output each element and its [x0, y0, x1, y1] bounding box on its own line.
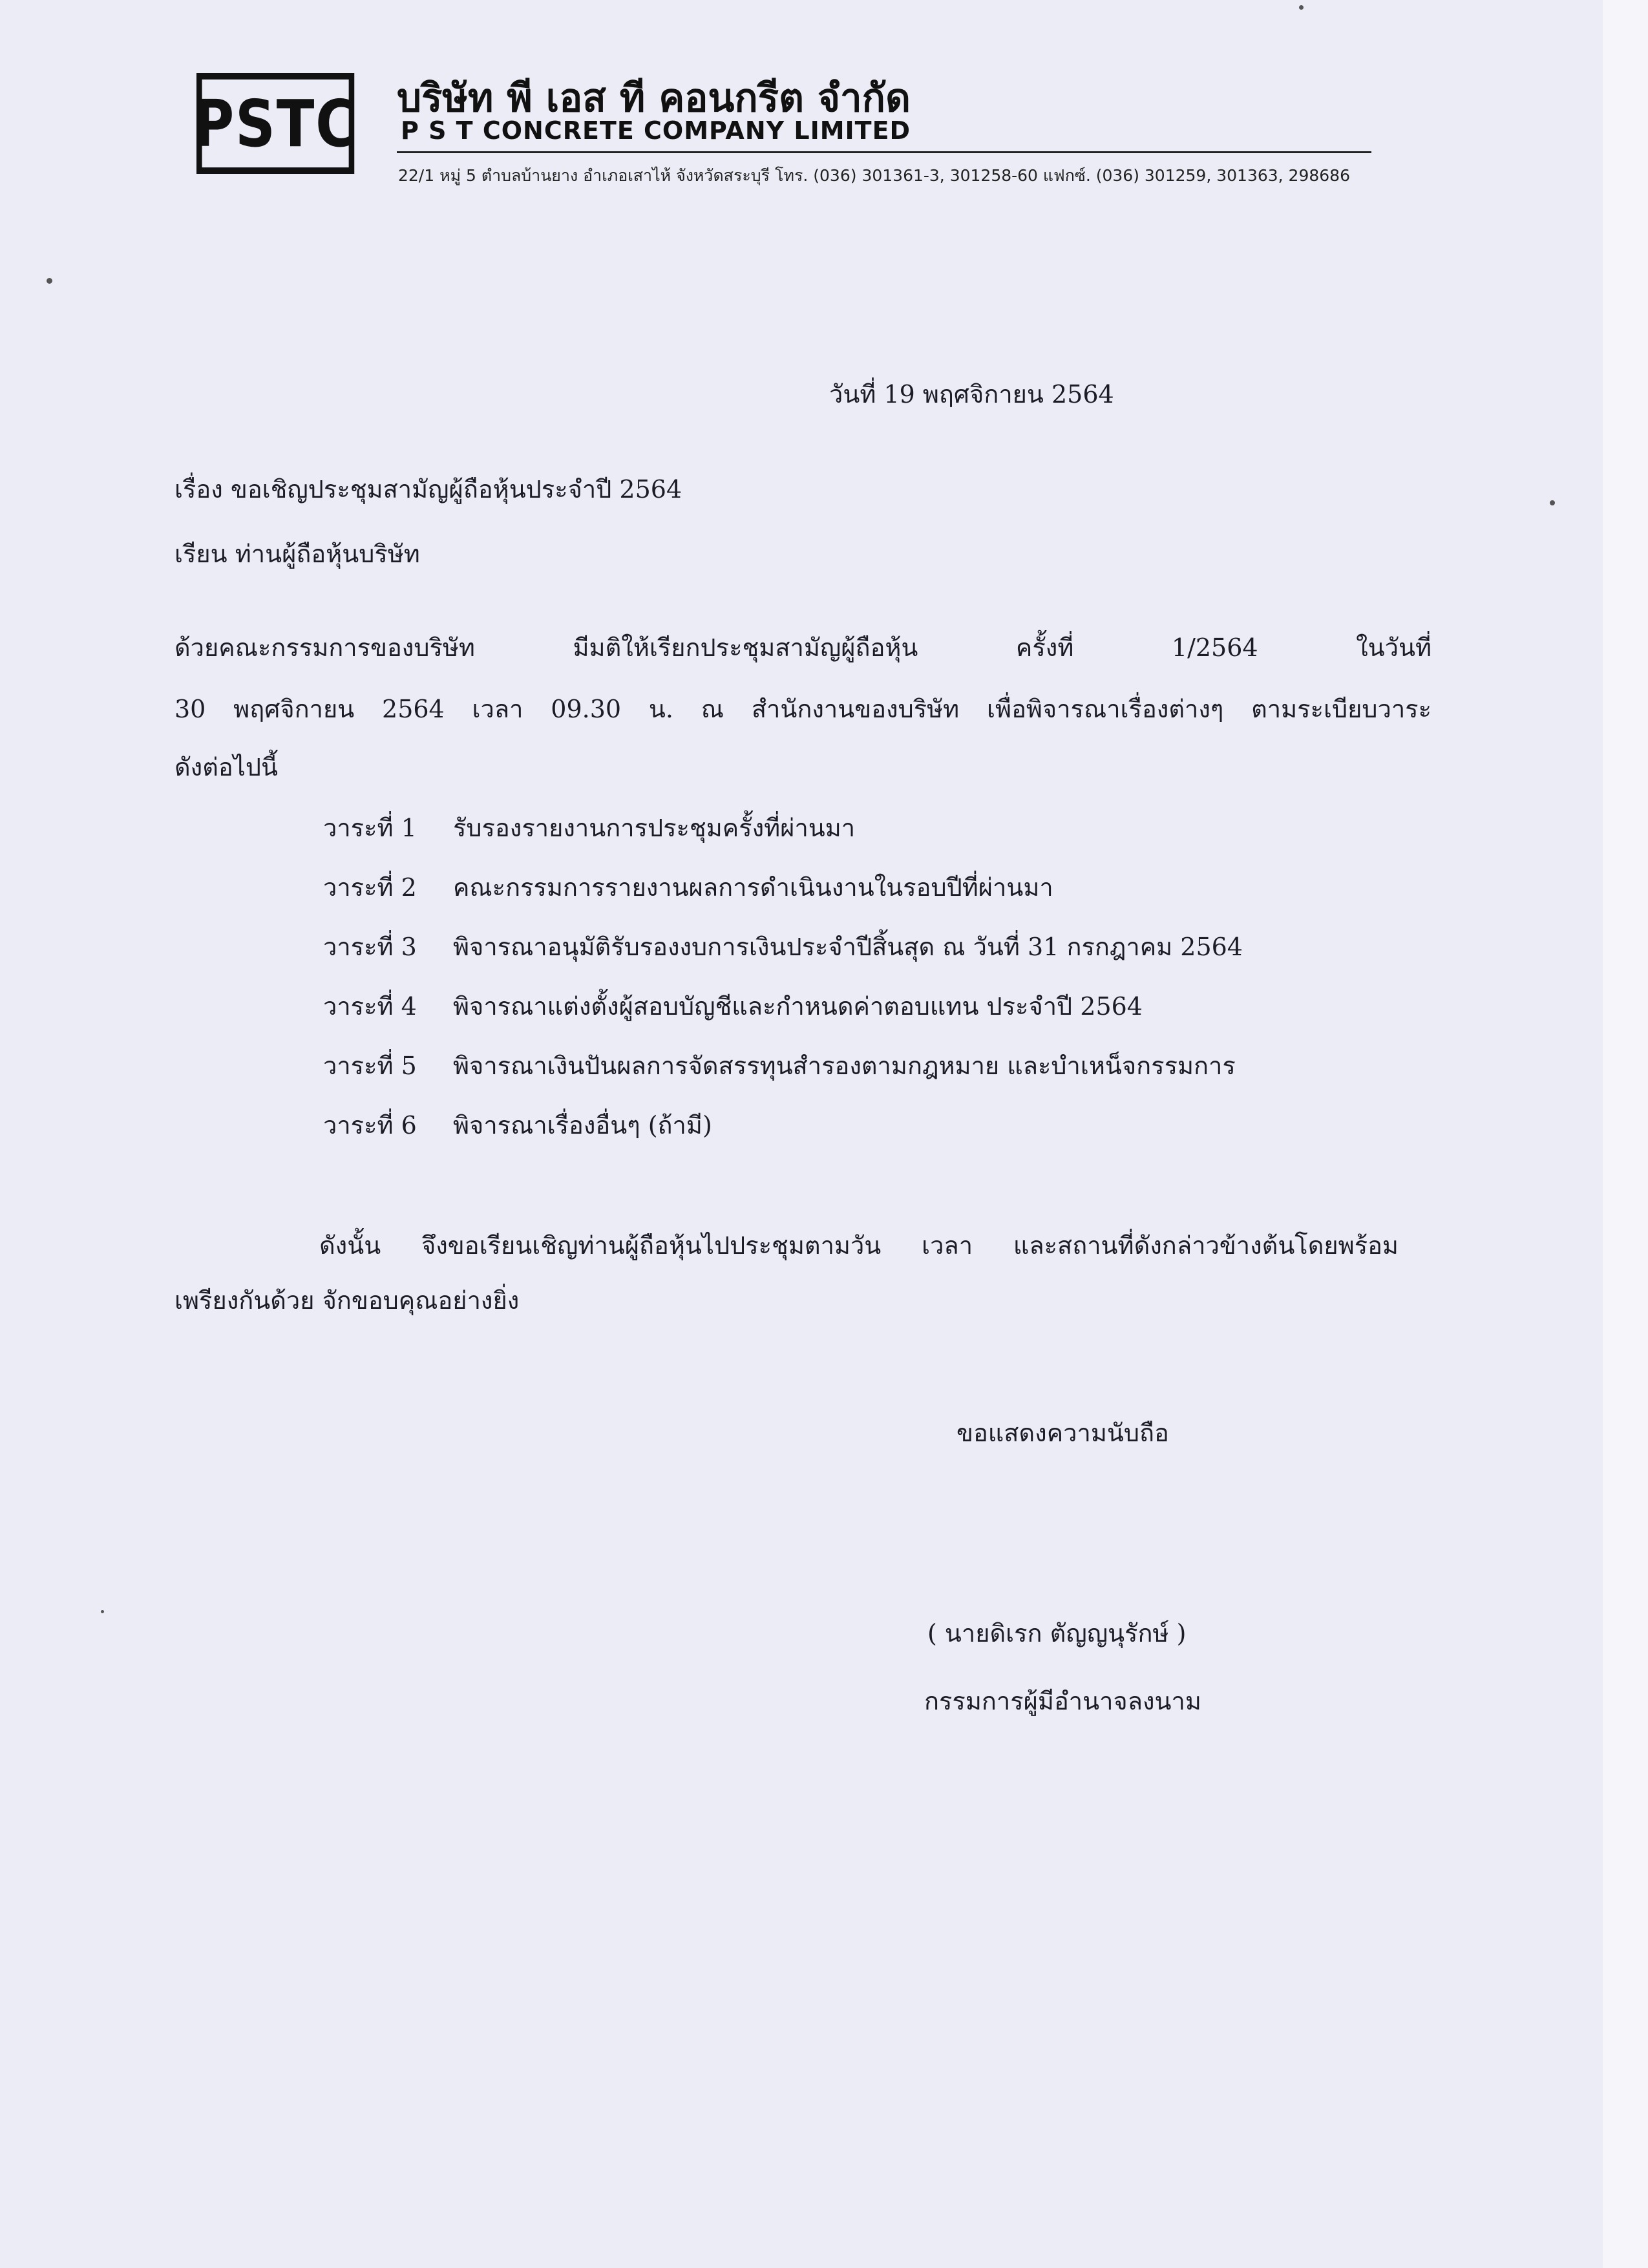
company-address: 22/1 หมู่ 5 ตำบลบ้านยาง อำเภอเสาไห้ จังหวัดสระบุรี โทร. (036) 301361-3, 301258-60 แฟกซ์. (036) 301259, 301363, 298686 — [398, 166, 1350, 185]
agenda-number: วาระที่ 2 — [323, 873, 417, 902]
agenda-text: คณะกรรมการรายงานผลการดำเนินงานในรอบปีที่ผ่านมา — [453, 873, 1053, 902]
scan-speck — [101, 1610, 104, 1613]
paragraph-1-line-3: ดังต่อไปนี้ — [174, 753, 278, 781]
paragraph-1-line-2: 30 พฤศจิกายน 2564 เวลา 09.30 น. ณ สำนักงานของบริษัท เพื่อพิจารณาเรื่องต่างๆ ตามระเบียบวาระ — [174, 695, 1431, 723]
agenda-text: รับรองรายงานการประชุมครั้งที่ผ่านมา — [453, 814, 856, 842]
letter-recipient: เรียน ท่านผู้ถือหุ้นบริษัท — [174, 540, 420, 568]
signer-title: กรรมการผู้มีอำนาจลงนาม — [924, 1687, 1201, 1715]
agenda-text: พิจารณาเงินปันผลการจัดสรรทุนสำรองตามกฎหมาย และบำเหน็จกรรมการ — [453, 1052, 1236, 1080]
closing-salutation: ขอแสดงความนับถือ — [956, 1419, 1169, 1447]
agenda-number: วาระที่ 3 — [323, 933, 417, 961]
agenda-text: พิจารณาแต่งตั้งผู้สอบบัญชีและกำหนดค่าตอบแทน ประจำปี 2564 — [453, 992, 1143, 1021]
letter-date: วันที่ 19 พฤศจิกายน 2564 — [829, 380, 1114, 408]
agenda-text: พิจารณาเรื่องอื่นๆ (ถ้ามี) — [453, 1111, 712, 1139]
paragraph-2-line-1: ดังนั้น จึงขอเรียนเชิญท่านผู้ถือหุ้นไปประชุมตามวัน เวลา และสถานที่ดังกล่าวข้างต้นโดยพร้อม — [319, 1231, 1399, 1260]
agenda-text: พิจารณาอนุมัติรับรองงบการเงินประจำปีสิ้นสุด ณ วันที่ 31 กรกฎาคม 2564 — [453, 933, 1243, 961]
signer-name: ( นายดิเรก ตัญญนุรักษ์ ) — [927, 1619, 1187, 1648]
letter-subject: เรื่อง ขอเชิญประชุมสามัญผู้ถือหุ้นประจำปี 2564 — [174, 475, 682, 503]
page-edge — [1603, 0, 1648, 2268]
agenda-number: วาระที่ 5 — [323, 1052, 417, 1080]
agenda-number: วาระที่ 4 — [323, 992, 417, 1021]
scan-speck — [47, 278, 52, 284]
scan-speck — [1550, 500, 1555, 505]
letterhead-divider — [397, 151, 1371, 153]
paragraph-1-line-1: ด้วยคณะกรรมการของบริษัท มีมติให้เรียกประชุมสามัญผู้ถือหุ้น ครั้งที่ 1/2564 ในวันที่ — [174, 633, 1431, 662]
agenda-number: วาระที่ 1 — [323, 814, 417, 842]
company-name-thai: บริษัท พี เอส ที คอนกรีต จำกัด — [397, 76, 911, 121]
paragraph-2-line-2: เพรียงกันด้วย จักขอบคุณอย่างยิ่ง — [174, 1286, 520, 1315]
agenda-number: วาระที่ 6 — [323, 1111, 417, 1139]
company-logo: PSTC — [196, 73, 354, 174]
scan-speck — [1299, 5, 1304, 10]
company-name-english: P S T CONCRETE COMPANY LIMITED — [401, 116, 911, 145]
